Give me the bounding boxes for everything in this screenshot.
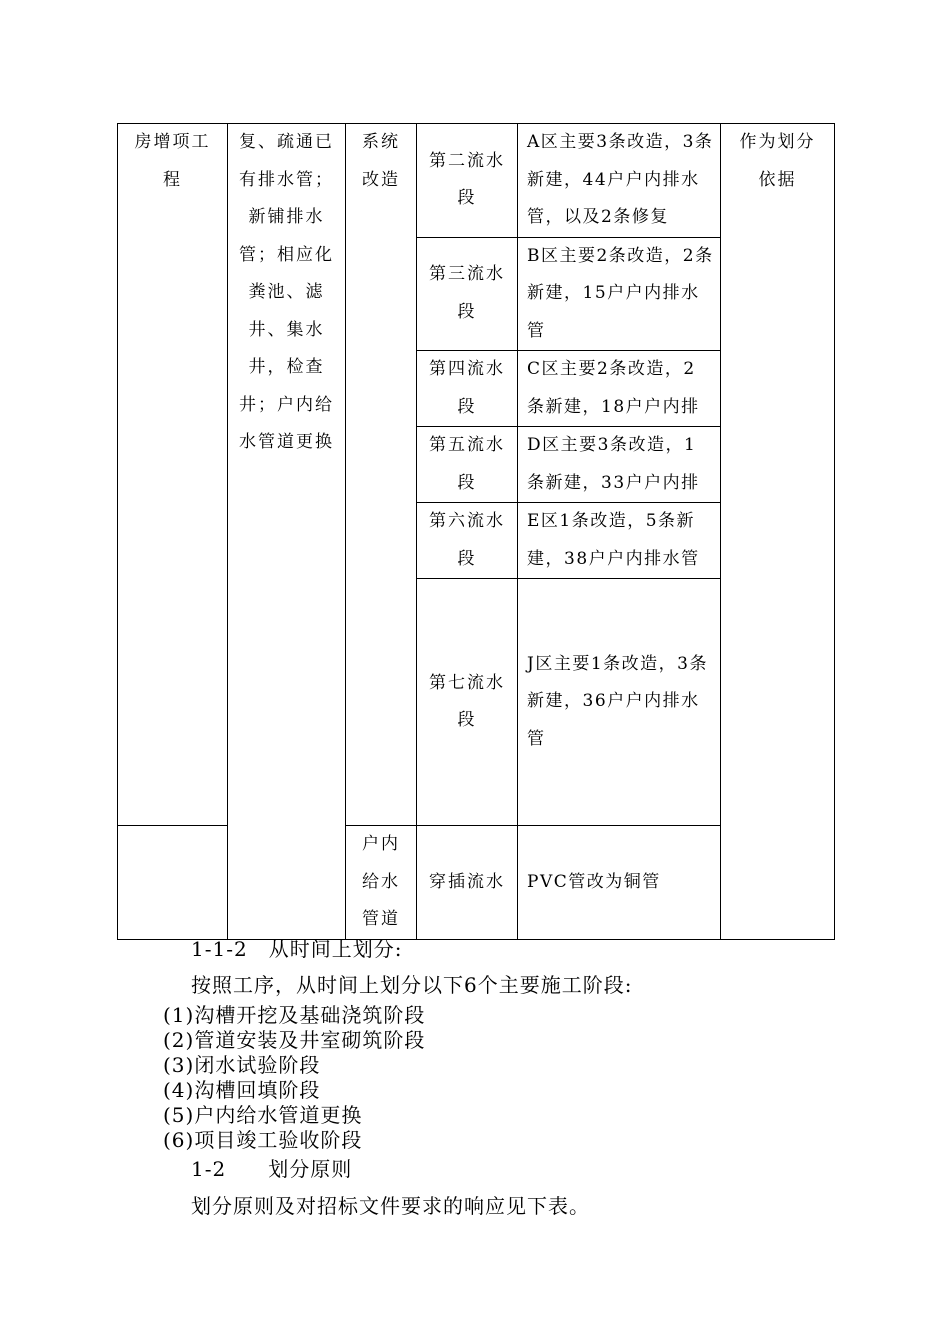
- list-item: (6)项目竣工验收阶段: [163, 1128, 363, 1152]
- section-heading-1-2: 1-2 划分原则: [191, 1157, 353, 1181]
- segment-name-cell: 第六流水段: [417, 503, 518, 579]
- indoor-segment-name-cell: 穿插流水: [417, 826, 518, 940]
- section-1-2-text: 划分原则及对招标文件要求的响应见下表。: [191, 1194, 590, 1218]
- segment-name-cell: 第五流水段: [417, 427, 518, 503]
- segment-desc-cell: B区主要2条改造，2条新建，15户户内排水管: [518, 237, 721, 351]
- project-name-cell: 房增项工程: [118, 124, 228, 826]
- segment-desc-cell: J区主要1条改造，3条新建，36户户内排水管: [518, 579, 721, 826]
- system-label-cell: 系统改造: [346, 124, 417, 826]
- section-heading-1-1-2: 1-1-2 从时间上划分:: [191, 937, 403, 961]
- section-intro: 按照工序，从时间上划分以下6个主要施工阶段:: [191, 973, 633, 997]
- project-name-empty-cell: [118, 826, 228, 940]
- segment-name-cell: 第七流水段: [417, 579, 518, 826]
- indoor-label-cell: 户内给水管道: [346, 826, 417, 940]
- segment-name-cell: 第四流水段: [417, 351, 518, 427]
- segment-name-cell: 第三流水段: [417, 237, 518, 351]
- segment-name-cell: 第二流水段: [417, 124, 518, 238]
- list-item: (1)沟槽开挖及基础浇筑阶段: [163, 1003, 426, 1027]
- construction-segment-table: [117, 123, 835, 940]
- list-item: (2)管道安装及井室砌筑阶段: [163, 1028, 426, 1052]
- basis-cell: 作为划分依据: [721, 124, 835, 940]
- indoor-segment-desc-cell: PVC管改为铜管: [518, 826, 721, 940]
- segment-desc-cell: C区主要2条改造，2条新建，18户户内排: [518, 351, 721, 427]
- segment-desc-cell: E区1条改造，5条新建，38户户内排水管: [518, 503, 721, 579]
- list-item: (5)户内给水管道更换: [163, 1103, 363, 1127]
- list-item: (3)闭水试验阶段: [163, 1053, 321, 1077]
- project-scope-cell: 复、疏通已有排水管；新铺排水管；相应化粪池、滤井、集水井，检查井；户内给水管道更换: [228, 124, 346, 940]
- list-item: (4)沟槽回填阶段: [163, 1078, 321, 1102]
- segment-desc-cell: D区主要3条改造，1条新建，33户户内排: [518, 427, 721, 503]
- segment-desc-cell: A区主要3条改造，3条新建，44户户内排水管，以及2条修复: [518, 124, 721, 238]
- stage-list: [163, 1003, 425, 1153]
